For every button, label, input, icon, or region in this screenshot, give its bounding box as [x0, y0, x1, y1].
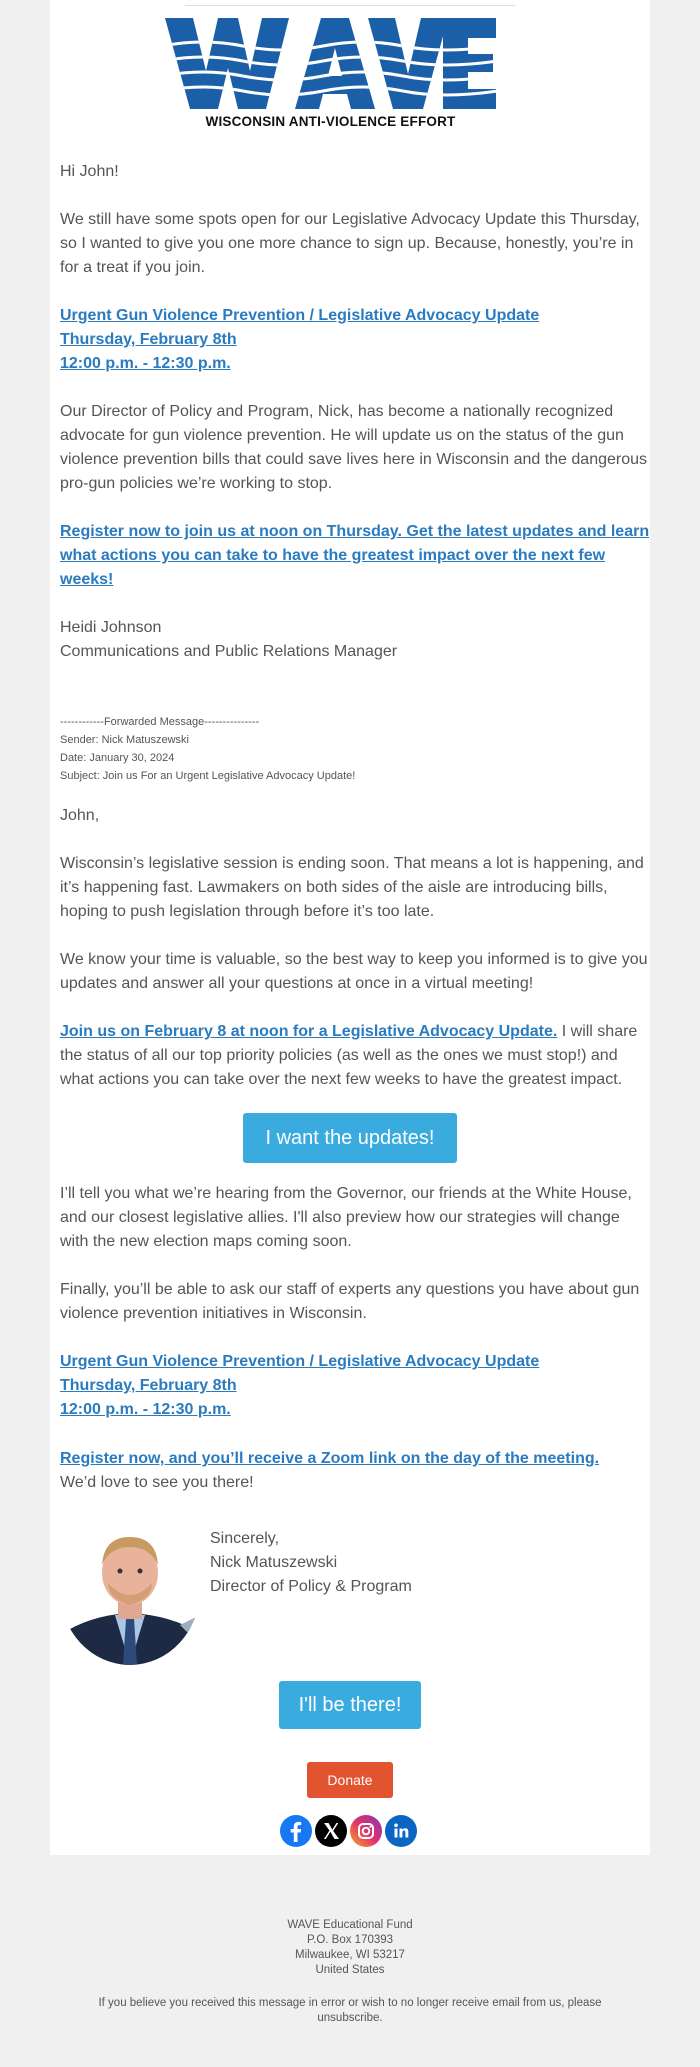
instagram-icon[interactable] — [350, 1815, 382, 1847]
forwarded-subject: Subject: Join us For an Urgent Legislative Advocacy Update! — [60, 770, 356, 782]
sender-title: Communications and Public Relations Manager — [60, 643, 398, 660]
fw-paragraph-3: I’ll tell you what we’re hearing from the Governor, our friends at the White House, and our closest legislative allies. I'll also preview how our strategies will change with the new election maps coming soon. — [60, 1185, 632, 1250]
fw-event-block — [60, 1350, 650, 1422]
fw-paragraph-4: Finally, you’ll be able to ask our staff of experts any questions you have about gun violence prevention initiatives in Wisconsin. — [60, 1281, 640, 1322]
greeting: Hi John! — [60, 163, 119, 180]
fw-register-link[interactable]: Register now, and you’ll receive a Zoom link on the day of the meeting. — [60, 1450, 600, 1467]
portrait-image — [60, 1515, 200, 1665]
footer-city: Milwaukee, WI 53217 — [295, 1949, 405, 1961]
director-paragraph: Our Director of Policy and Program, Nick, has become a nationally recognized advocate for gun violence prevention. He will update us on the status of the gun violence prevention bills that could save lives here in Wisconsin and the dangerous pro-gun policies we’re working to stop. — [60, 403, 648, 492]
event-block — [60, 304, 650, 376]
signature-title: Director of Policy & Program — [210, 1578, 412, 1595]
donate-button[interactable]: Donate — [307, 1762, 393, 1798]
forwarded-header: ------------Forwarded Message--------------- — [60, 716, 260, 728]
event-title-link[interactable]: Urgent Gun Violence Prevention / Legislative Advocacy Update — [60, 307, 540, 324]
fw-event-title-link[interactable]: Urgent Gun Violence Prevention / Legislative Advocacy Update — [60, 1353, 540, 1370]
divider — [185, 5, 515, 6]
fw-event-date-link[interactable]: Thursday, February 8th — [60, 1377, 237, 1394]
fw-register-rest: We’d love to see you there! — [60, 1474, 254, 1491]
event-time-link[interactable]: 12:00 p.m. - 12:30 p.m. — [60, 355, 231, 372]
fw-greeting: John, — [60, 807, 100, 824]
sender-name: Heidi Johnson — [60, 619, 162, 636]
intro-paragraph: We still have some spots open for our Legislative Advocacy Update this Thursday, so I wanted to give you one more chance to sign up. Because, honestly, you’re in for a treat if you join. — [60, 211, 640, 276]
fw-event-time-link[interactable]: 12:00 p.m. - 12:30 p.m. — [60, 1401, 231, 1418]
register-block — [60, 520, 650, 592]
forwarded-sender: Sender: Nick Matuszewski — [60, 734, 189, 746]
signature-name: Nick Matuszewski — [210, 1554, 338, 1571]
linkedin-icon[interactable] — [385, 1815, 417, 1847]
wave-logo — [163, 16, 498, 134]
logo-subtitle: WISCONSIN ANTI-VIOLENCE EFFORT — [205, 114, 456, 129]
sender-signature — [60, 616, 650, 664]
signature-block — [210, 1527, 412, 1599]
event-date-link[interactable]: Thursday, February 8th — [60, 331, 237, 348]
wave-logo-graphic — [163, 16, 498, 112]
fw-join-paragraph — [60, 1020, 650, 1092]
fw-paragraph-1: Wisconsin’s legislative session is ending soon. That means a lot is happening, and it’s happening fast. Lawmakers on both sides of the aisle are introducing bills, hoping to push legislation through before it’s too late. — [60, 855, 644, 920]
ill-be-there-button[interactable]: I'll be there! — [279, 1681, 421, 1729]
fw-join-link[interactable]: Join us on February 8 at noon for a Legislative Advocacy Update. — [60, 1023, 558, 1040]
fw-register-paragraph — [60, 1447, 650, 1495]
fw-join-rest: I will share the status of all our top priority policies (as well as the ones we must stop!) and what actions you can take over the next few weeks to have the greatest impact. — [60, 1023, 638, 1088]
avatar — [60, 1515, 200, 1665]
footer-box: P.O. Box 170393 — [306, 1934, 394, 1946]
footer-country: United States — [315, 1964, 385, 1976]
want-updates-button[interactable]: I want the updates! — [243, 1113, 457, 1163]
forwarded-header-block — [60, 713, 650, 785]
footer-address — [0, 1918, 700, 1978]
register-link[interactable]: Register now to join us at noon on Thursday. Get the latest updates and learn what actions you can take to have the greatest impact over the next few weeks! — [60, 523, 650, 588]
forwarded-date: Date: January 30, 2024 — [60, 752, 175, 764]
fw-paragraph-2: We know your time is valuable, so the best way to keep you informed is to give you updates and answer all your questions at once in a virtual meeting! — [60, 951, 648, 992]
x-twitter-icon[interactable] — [315, 1815, 347, 1847]
footer-unsubscribe[interactable]: If you believe you received this message in error or wish to no longer receive email from us, please unsubscribe. — [98, 1997, 602, 2024]
signature-closing: Sincerely, — [210, 1530, 280, 1547]
facebook-icon[interactable] — [280, 1815, 312, 1847]
footer-org: WAVE Educational Fund — [287, 1919, 413, 1931]
